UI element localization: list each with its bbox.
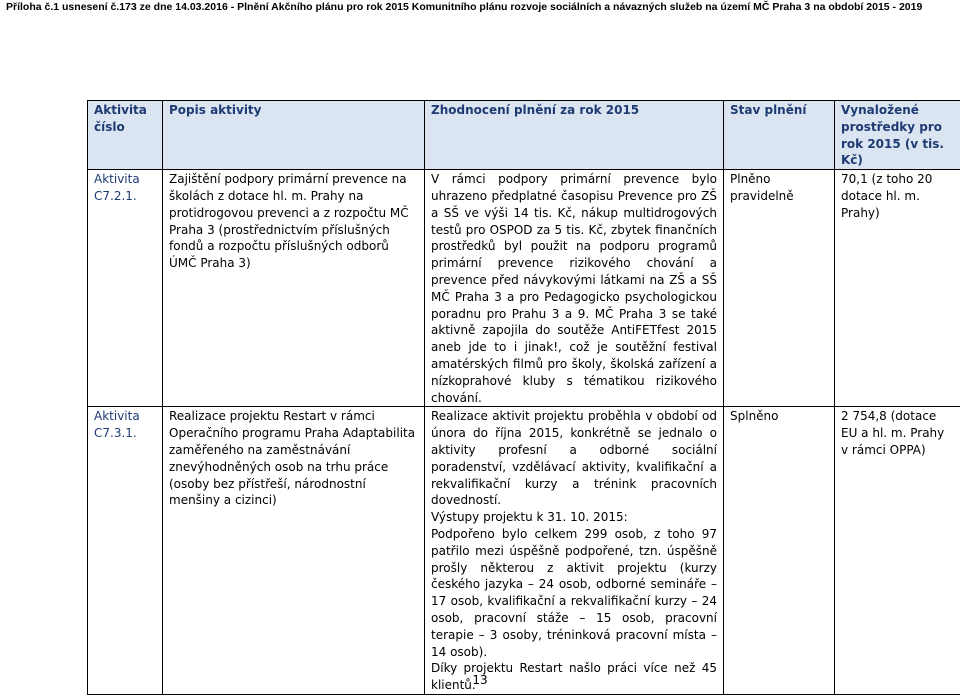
table-row <box>88 170 960 407</box>
header-activity-number: Aktivita číslo <box>88 101 163 170</box>
header-status: Stav plnění <box>724 101 835 170</box>
evaluation-paragraph: Díky projektu Restart našlo práci více než 45 klientů. <box>431 660 717 694</box>
evaluation-paragraph: Podpořeno bylo celkem 299 osob, z toho 97 patřilo mezi úspěšně podpořené, tzn. úspěšně prošly některou z aktivit projektu (kurzy českého jazyka – 24 osob, odborné semináře – 17 osob, kvalifikační a rekvalifikační kurzy – 24 osob, pracovní stáže – 15 osob, pracovní terapie – 3 osoby, tréninková pracovní místa – 14 osob). <box>431 526 717 660</box>
activity-funds: 2 754,8 (dotace EU a hl. m. Prahy v rámci OPPA) <box>835 407 960 695</box>
evaluation-outputs-heading: Výstupy projektu k 31. 10. 2015: <box>431 509 717 526</box>
document-header-line: Příloha č.1 usnesení č.173 ze dne 14.03.2016 - Plnění Akčního plánu pro rok 2015 Komunitního plánu rozvoje sociálních a návazných služeb na území MČ Praha 3 na období 2015 - 2019 <box>6 1 956 13</box>
activity-id: Aktivita C7.3.1. <box>88 407 163 695</box>
activity-description: Realizace projektu Restart v rámci Operačního programu Praha Adaptabilita zaměřeného na zaměstnávání znevýhodněných osob na trhu práce (osoby bez přístřeší, národnostní menšiny a cizinci) <box>163 407 425 695</box>
activity-status: Plněno pravidelně <box>724 170 835 407</box>
activity-table <box>87 100 960 695</box>
activity-funds: 70,1 (z toho 20 dotace hl. m. Prahy) <box>835 170 960 407</box>
header-evaluation: Zhodnocení plnění za rok 2015 <box>425 101 724 170</box>
header-activity-description: Popis aktivity <box>163 101 425 170</box>
table-row <box>88 407 960 695</box>
evaluation-paragraph: Realizace aktivit projektu proběhla v období od února do října 2015, konkrétně se jednalo o aktivity profesní a odborné sociální poradenství, vzdělávací aktivity, kvalifikační a rekvalifikační kurzy a trénink pracovních dovedností. <box>431 408 717 509</box>
activity-evaluation: V rámci podpory primární prevence bylo uhrazeno předplatné časopisu Prevence pro ZŠ a SŠ ve výši 14 tis. Kč, nákup multidrogových testů pro OSPOD za 5 tis. Kč, zbytek finančních prostředků byl použit na podporu programů primární prevence rizikového chování a prevence před návykovými látkami na ZŠ a SŠ MČ Praha 3 a pro Pedagogicko psychologickou poradnu pro Prahu 3 a 9. MČ Praha 3 se také aktivně zapojila do soutěže AntiFETfest 2015 aneb jde to i jinak!, což je soutěžní festival amatérských filmů pro školy, školská zařízení a nízkoprahové kluby s tématikou rizikového chování. <box>425 170 724 407</box>
activity-evaluation <box>425 407 724 695</box>
page-number: 13 <box>0 673 960 687</box>
activity-status: Splněno <box>724 407 835 695</box>
activity-id: Aktivita C7.2.1. <box>88 170 163 407</box>
activity-description: Zajištění podpory primární prevence na školách z dotace hl. m. Prahy na protidrogovou prevenci a z rozpočtu MČ Praha 3 (prostřednictvím příslušných fondů a rozpočtu příslušných odborů ÚMČ Praha 3) <box>163 170 425 407</box>
table-header-row <box>88 101 960 170</box>
header-funds: Vynaložené prostředky pro rok 2015 (v tis. Kč) <box>835 101 960 170</box>
